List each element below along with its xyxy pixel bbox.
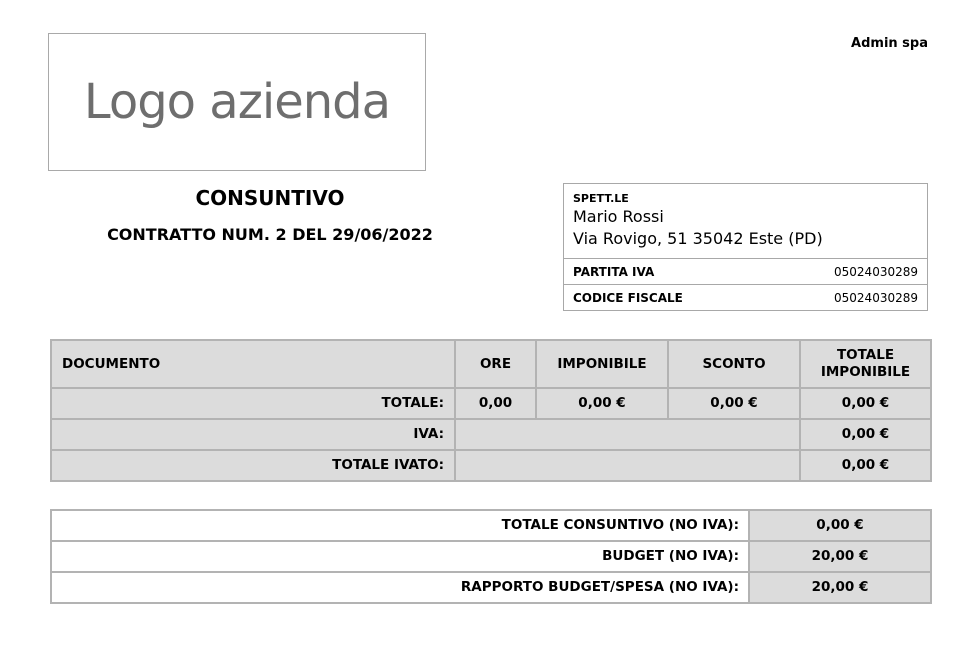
summary-budget-value: 20,00 € <box>749 541 931 572</box>
summary-row-rapporto <box>51 572 931 603</box>
header-totale-imponibile: TOTALE IMPONIBILE <box>800 340 931 388</box>
iva-row-empty-cell <box>455 419 800 450</box>
summary-rapporto-value: 20,00 € <box>749 572 931 603</box>
vat-value: 05024030289 <box>834 264 918 279</box>
summary-rapporto-label: RAPPORTO BUDGET/SPESA (NO IVA): <box>51 572 749 603</box>
iva-row-value: 0,00 € <box>800 419 931 450</box>
recipient-info-box <box>563 183 928 311</box>
header-sconto: SCONTO <box>668 340 800 388</box>
recipient-heading: SPETT.LE <box>573 192 629 205</box>
company-logo-text: Logo azienda <box>83 74 391 130</box>
totale-ivato-row-value: 0,00 € <box>800 450 931 481</box>
fiscal-code-value: 05024030289 <box>834 290 918 305</box>
title-block <box>50 186 490 245</box>
summary-totale-consuntivo-value: 0,00 € <box>749 510 931 541</box>
totale-sconto-value: 0,00 € <box>668 388 800 419</box>
vat-row <box>564 258 927 284</box>
totale-totale-imponibile-value: 0,00 € <box>800 388 931 419</box>
summary-row-budget <box>51 541 931 572</box>
summary-table <box>50 509 932 604</box>
table-row-totale-ivato <box>51 450 931 481</box>
recipient-street: Via Rovigo, 51 35042 Este (PD) <box>573 229 823 248</box>
documents-table <box>50 339 932 482</box>
header-documento: DOCUMENTO <box>51 340 455 388</box>
summary-row-totale-consuntivo <box>51 510 931 541</box>
recipient-address-section <box>564 184 927 258</box>
totale-imponibile-value: 0,00 € <box>536 388 668 419</box>
summary-totale-consuntivo-label: TOTALE CONSUNTIVO (NO IVA): <box>51 510 749 541</box>
totale-ivato-row-empty-cell <box>455 450 800 481</box>
summary-budget-label: BUDGET (NO IVA): <box>51 541 749 572</box>
vat-label: PARTITA IVA <box>573 264 655 279</box>
contract-subtitle: CONTRATTO NUM. 2 DEL 29/06/2022 <box>107 225 433 244</box>
totale-ivato-row-label: TOTALE IVATO: <box>51 450 455 481</box>
recipient-name: Mario Rossi <box>573 207 664 226</box>
totale-ore-value: 0,00 <box>455 388 536 419</box>
documents-table-header-row <box>51 340 931 388</box>
company-logo-box <box>48 33 426 171</box>
header-imponibile: IMPONIBILE <box>536 340 668 388</box>
iva-row-label: IVA: <box>51 419 455 450</box>
table-row-totale <box>51 388 931 419</box>
fiscal-code-row <box>564 284 927 310</box>
admin-company-label: Admin spa <box>851 36 928 51</box>
totale-row-label: TOTALE: <box>51 388 455 419</box>
header-ore: ORE <box>455 340 536 388</box>
fiscal-code-label: CODICE FISCALE <box>573 290 683 305</box>
table-row-iva <box>51 419 931 450</box>
document-title: CONSUNTIVO <box>195 186 345 210</box>
